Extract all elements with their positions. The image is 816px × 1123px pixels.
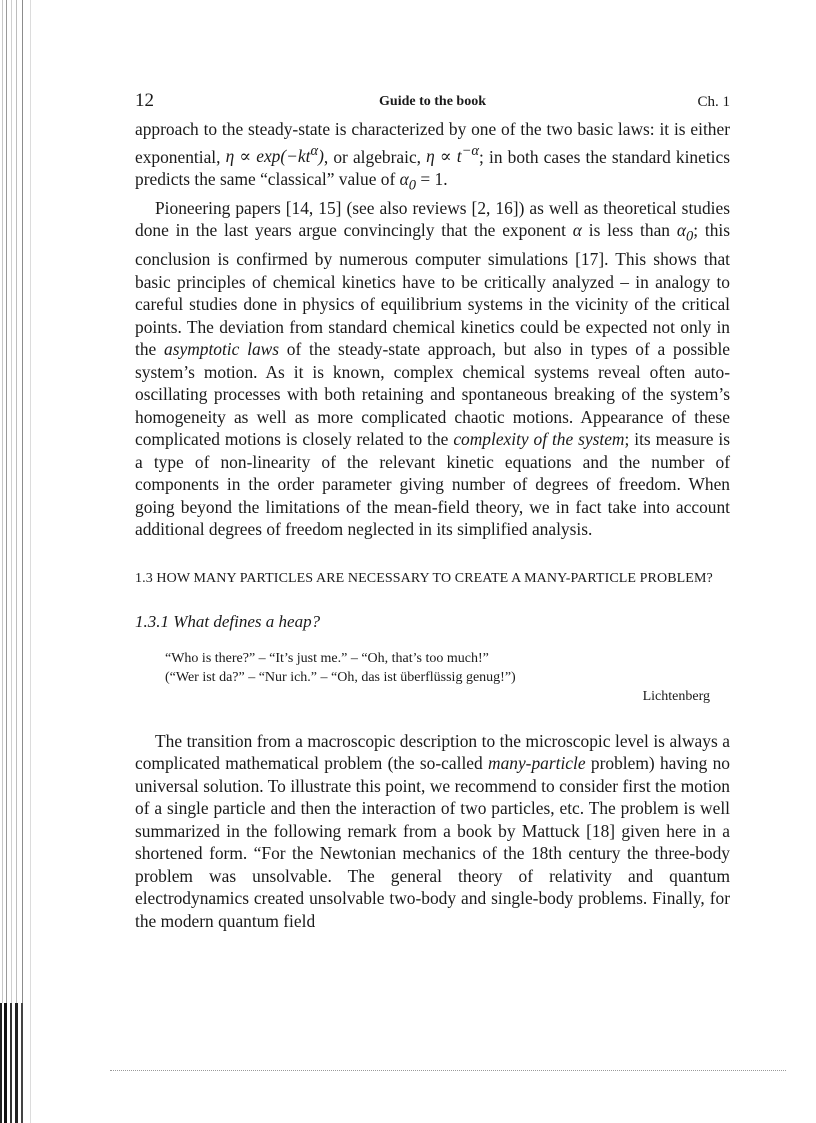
text-run: ; its measure is a type of non-linearity of the relevant kinetic equations and the number of components in the order parameter giving number of degrees of freedom. When going beyond the limitations of the mean-field theory, we in fact take into account additional degrees of freedom neglected in its simplified analysis. (135, 429, 731, 540)
text-run: of the steady-state approach, but also in types of a possible system’s motion. As it is known, complex chemical systems reveal often auto-oscillating processes with both retaining and spontaneous breaking of the system’s homogeneity as well as more complicated chaotic motions. Appearance of these complicated motions is closely related to the (135, 339, 731, 450)
book-page (135, 90, 730, 932)
text-run: problem) having no universal solution. To illustrate this point, we recommend to consider first the motion of a single particle and then the interaction of two particles, etc. The problem is well summarized in the following remark from a book by Mattuck [18] given here in a shortened form. “For the Newtonian mechanics of the 18th century the three-body problem was unsolvable. The general theory of relativity and quantum electrodynamics created unsolvable two-body and single-body problems. Finally, for the modern quantum field (135, 753, 731, 931)
epigraph-line-german: (“Wer ist da?” – “Nur ich.” – “Oh, das ist überflüssig genug!”) (165, 669, 516, 685)
scan-artifact-line (110, 1070, 786, 1071)
math-run: ) (318, 146, 324, 167)
text-run: Pioneering papers [14, 15] (see also reviews [2, 16]) as well as theoretical studies done in the last years argue convincingly that the exponent (135, 197, 730, 241)
emphasis-many-particle: many-particle (488, 753, 586, 774)
emphasis-asymptotic-laws: asymptotic laws (164, 339, 280, 360)
math-sub: 0 (408, 177, 416, 194)
math-algebraic (426, 143, 480, 167)
math-sup: α (310, 143, 319, 160)
text-run: approach to the steady-state is characterized by one of the two basic laws: it is either exponential, (135, 119, 730, 167)
math-run: α (399, 168, 409, 189)
math-sub: 0 (685, 228, 694, 245)
text-run: , or algebraic, (323, 146, 427, 167)
emphasis-complexity: complexity of the system (453, 429, 625, 450)
text-run: ; this conclusion is confirmed by numerous computer simulations [17]. This shows that basic principles of chemical kinetics have to be critically analyzed – in analogy to careful studies done in physics of equilibrium systems in the vicinity of the critical points. The deviation from standard chemical kinetics could be expected not only in the (135, 220, 730, 360)
epigraph-attribution: Lichtenberg (642, 688, 710, 704)
math-sup: −α (461, 143, 480, 160)
text-run: is less than (581, 220, 677, 241)
paragraph-transition (135, 730, 730, 933)
math-run: α (676, 220, 686, 241)
running-head (135, 90, 730, 118)
math-alpha: α (572, 220, 582, 241)
binding-edge (0, 0, 36, 1123)
page-number: 12 (135, 90, 154, 111)
math-run: η ∝ t (426, 146, 462, 167)
text-run: The transition from a macroscopic description to the microscopic level is always a complicated mathematical problem (the so-called (135, 730, 730, 774)
binding-shadow (0, 1003, 26, 1123)
math-alpha0 (399, 168, 416, 194)
section-heading: 1.3 HOW MANY PARTICLES ARE NECESSARY TO CREATE A MANY-PARTICLE PROBLEM? (135, 570, 713, 586)
paragraph-pioneering-papers (135, 197, 730, 541)
math-exponential (225, 143, 324, 167)
section-spacer (135, 541, 730, 569)
epigraph-line-english: “Who is there?” – “It’s just me.” – “Oh, that’s too much!” (165, 650, 489, 666)
epigraph (165, 649, 730, 706)
math-alpha0 (676, 220, 694, 245)
running-title: Guide to the book (379, 94, 486, 109)
paragraph-steady-state (135, 118, 730, 197)
chapter-label: Ch. 1 (697, 94, 730, 110)
text-run: = 1. (416, 168, 448, 189)
math-run: η ∝ exp(−kt (225, 146, 311, 167)
text-run: ; in both cases the standard kinetics predicts the same “classical” value of (135, 146, 730, 189)
subsection-heading: 1.3.1 What defines a heap? (135, 611, 321, 631)
